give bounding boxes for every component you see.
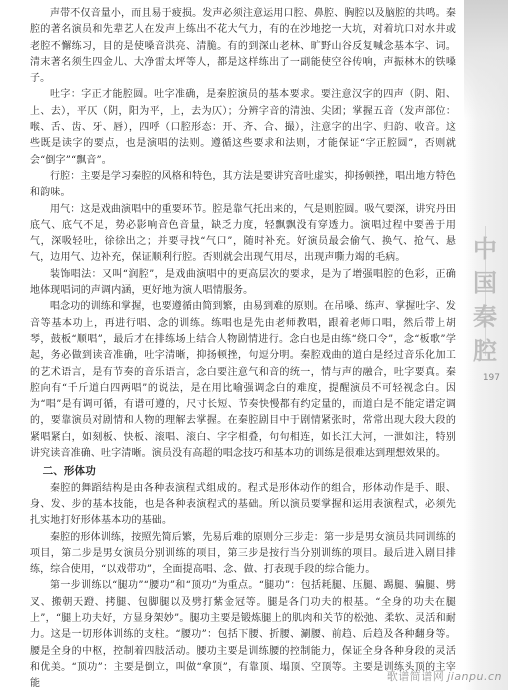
side-title-char: 秦 bbox=[473, 302, 497, 331]
paragraph-9: 第一步训练以“腿功”“腰功”和“顶功”为重点。“腿功”：包括耗腿、压腿、踢腿、骗腿、劈叉、搬朝天蹬、拷腿、包脚腿以及劈打紫金冠等。腿是各门功夫的根基。“全身的功夫在腿上”，“腿上功夫好，方显身架妙”。腿功主要是锻炼腿上的肌肉和关节的松弛、柔软、灵活和耐力。这是一切形体训练的支柱。“腰功”：包括下腰、折腰、涮腰、前趋、后趋及各种翻身等。腰是全身的中枢，控制着四肢活动。腰功主要是训练腰的控制能力，保证全身各种身段的灵活和优美。“顶功”：主要是倒立，叫做“拿顶”，有靠顶、塌顶、空顶等。主要是训练头顶的主宰能 bbox=[30, 580, 456, 690]
side-title-char: 腔 bbox=[473, 336, 497, 365]
watermark-domain: jianpu.cn bbox=[447, 670, 502, 683]
paragraph-2: 吐字：字正才能腔圆。吐字准确，是秦腔演员的基本要求。要注意汉字的四声（阴、阳、上、去），平仄（阴，阳为平，上，去为仄）；分辨字音的清浊、尖团；掌握五音（发声部位：喉、舌、齿、牙、唇），四呼（口腔形态：开、齐、合、撮），注意字的出字、归韵、收音。这些既是读字的要点，也是演唱的法则。遵循这些要求和法则，才能保证“字正腔圆”，否则就会“倒字”“飘音”。 bbox=[30, 89, 456, 166]
paragraph-5: 装饰唱法：又叫“润腔”，是戏曲演唱中的更高层次的要求，是为了增强唱腔的色彩，正确地体现唱词的声调内涵，更好地为演人唱情服务。 bbox=[30, 268, 456, 297]
corner-shade bbox=[464, 0, 508, 120]
page-body bbox=[30, 6, 456, 692]
watermark bbox=[387, 668, 502, 684]
side-running-title bbox=[468, 232, 502, 368]
section-heading: 二、形体功 bbox=[42, 465, 96, 478]
paragraph-7: 秦腔的舞蹈结构是由各种表演程式组成的。程式是形体动作的组合，形体动作是手、眼、身、发、步的基本技能，也是各种表演程式的基础。所以演员要掌握和运用表演程式，必须先扎实地打好形体基本功的基础。 bbox=[30, 482, 456, 527]
side-title-char: 国 bbox=[473, 268, 497, 297]
paragraph-6: 唱念功的训练和掌握，也要遵循由简到繁，由易到难的原则。在吊嗓、练声、掌握吐字、发音等基本功上，再进行唱、念的训练。练唱也是先由老师教唱，跟着老师口唱，然后带上胡琴，鼓板“顺唱”，最后才在排练场上结合人物剧情进行。念白也是由练“绕口令”，念“板歌”学起，务必做到读音准确，吐字清晰，抑扬顿挫，句逗分明。秦腔戏曲的道白是经过音乐化加工的艺术语言，是有节奏的音乐语言，念白要注意气和音的统一，情与声的融合，吐字要真。秦腔向有“千斤道白四两唱”的说法，是在用比喻强调念白的难度，提醒演员不可轻视念白。因为“唱”是有调可循，有谱可遵的，尺寸长短、节奏快慢都有约定量的，而道白是不能定谱定调的，要靠演员对剧情和人物的理解去掌握。在秦腔剧目中于剧情紧张时，常常出现大段大段的紧唱紧白，如刻板、快板、滚唱、滚白、字字相叠，句句相连，如长江大河，一泄如注，特别讲究读音准确、吐字清晰。演员没有高超的唱念技巧和基本功的训练是很难达到理想效果的。 bbox=[30, 301, 456, 460]
paragraph-3: 行腔：主要是学习秦腔的风格和特色，其方法是要讲究音吐虚实，抑扬顿挫，唱出地方特色和韵味。 bbox=[30, 170, 456, 199]
page-number: 197 bbox=[482, 373, 500, 383]
paragraph-1: 声带不仅音量小，而且易于疲损。发声必须注意运用口腔、鼻腔、胸腔以及脑腔的共鸣。秦腔的著名演员和先辈艺人在发声上练出不花大气力，有的在沙地挖一大坑，对着坑口对水井或老腔不懈练习，目的是使嗓音洪亮、清脆。有的到深山老林、旷野山谷反复喊念基本字、词。清末著名须生四金儿、大净雷太坪等人，都是这样练出了一副能使空谷传响，声振林木的铁嗓子。 bbox=[30, 8, 456, 85]
watermark-text: 歌谱简谱网 bbox=[386, 670, 445, 683]
paragraph-8: 秦腔的形体训练，按照先简后繁，先易后难的原则分三步走：第一步是男女演员共同训练的项目，第二步是男女演员分别训练的项目，第三步是按行当分别训练的项目。最后进入剧目排练，综合使用，“以戏带功”，全面提高唱、念、做、打表现手段的综合能力。 bbox=[30, 531, 456, 576]
paragraph-4: 用气：这是戏曲演唱中的重要环节。腔是靠气托出来的，气是则腔圆。吸气要深，讲究丹田底气、底气不足，势必影响音色音量，缺乏力度，轻飘飘没有穿透力。演唱过程中要善于用气，深吸轻吐，徐徐出之；并要寻找“气口”，随时补充。好演员最会偷气、换气、抢气、悬气，边用气、边补充，保证顺利行腔。否则就会出现气用尽，出现声嘶力竭的毛病。 bbox=[30, 203, 456, 264]
side-title-char: 中 bbox=[473, 234, 497, 263]
